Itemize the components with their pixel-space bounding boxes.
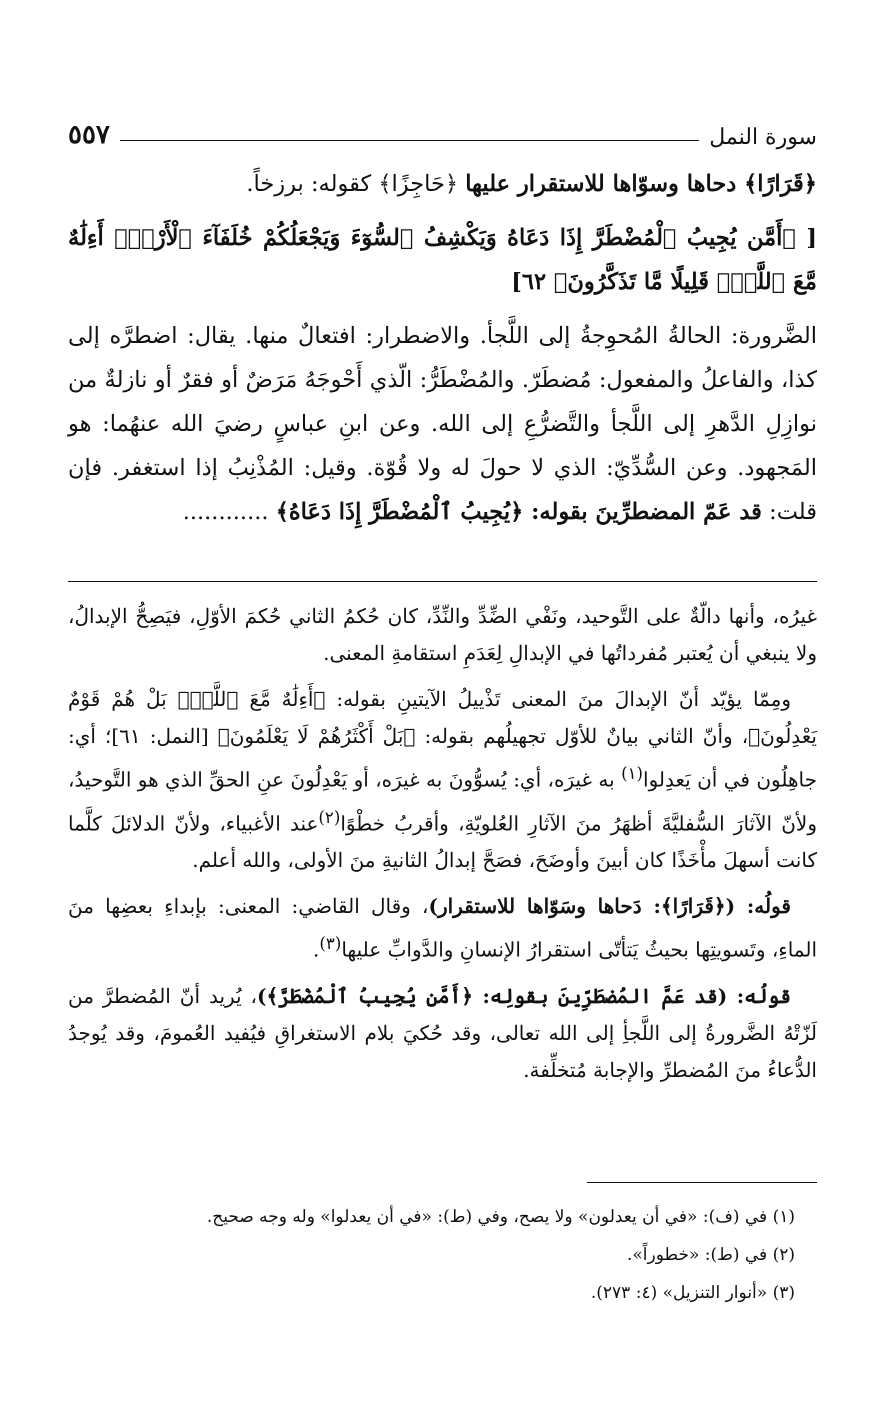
footnote-ref-2: (٢)	[318, 807, 341, 827]
commentary-3-body: ، وقال القاضي: المعنى: بإبداءِ بعضِها منَ الماءِ، وتَسويتِها بحيثُ يَتأتّى استقرارُ الإنسانِ والدَّوابِّ عليها	[68, 894, 817, 962]
footnote-1: (١) في (ف): «في أن يعدلون» ولا يصح، وفي (ط): «في أن يعدلوا» وله وجه صحيح.	[206, 1207, 795, 1227]
continuation-dots: ............	[182, 499, 269, 525]
commentary-paragraph-3	[68, 888, 817, 969]
question-text: قد عَمّ المضطرِّينَ بقوله: ﴿يُجِيبُ ٱلْمُضْطَرَّ إِذَا دَعَاهُ﴾	[275, 499, 762, 525]
verse-text: [ ﴿أَمَّن يُجِيبُ ٱلْمُضْطَرَّ إِذَا دَعَاهُ وَيَكْشِفُ ٱلسُّوٓءَ وَيَجْعَلُكُمْ خُلَفَآءَ ٱلْأَرْضِۗ أَءِلَٰهٌ مَّعَ ٱللَّهِۚ قَلِيلًا مَّا تَذَكَّرُونَ﴾ ٦٢]	[68, 225, 817, 295]
footnote-separator	[587, 1182, 817, 1183]
commentary-2-part-3: عند الأغبياء، ولأنّ الدلائلَ كلَّما كانت أسهلَ مأْخَذًا كان أبينَ وأوضَحَ، فصَحَّ إبدالُ الثانيةِ منَ الأولى، والله أعلم.	[68, 811, 817, 873]
commentary-text	[68, 598, 817, 1098]
commentary-3-lemma: قولُه: (﴿قَرَارًا﴾: دَحاها وسَوّاها للاستقرار)	[428, 894, 791, 919]
quote-qararan: ﴿قَرَارًا﴾ دحاها وسوّاها للاستقرار عليها	[465, 171, 817, 197]
page-header	[68, 108, 817, 150]
tafsir-paragraph-3	[68, 314, 817, 534]
commentary-3-end: .	[313, 937, 320, 962]
commentary-4-lemma: قولُه: (قد عَمَّ المُضطَرِّينَ بقولِه: ﴿أَمَّن يُجِيبُ ٱلْمُضْطَرَّ﴾)	[257, 983, 791, 1008]
quran-verse-62	[68, 216, 817, 304]
footnote-ref-3: (٣)	[319, 934, 342, 954]
commentary-2-part-1: ومِمّا يؤيّد أنّ الإبدالَ منَ المعنى تَذْييلُ الآيتينِ بقوله: ﴿أَءِلَٰهٌ مَّعَ ٱللَّهِۚ بَلْ هُمْ قَوْمٌ يَعْدِلُونَ﴾، وأنّ الثاني بيانٌ للأوّل تجهيلُهم بقوله: ﴿بَلْ أَكْثَرُهُمْ لَا يَعْلَمُونَ﴾ [النمل: ٦١]؛ أي: جاهِلُون في أن يَعدِلوا	[68, 687, 818, 792]
commentary-2-part-2: به غيرَه، أي: يُسوُّونَ به غيرَه، أو يَعْدِلُونَ عنِ الحقِّ الذي هو التَّوحيدُ، ولأنّ الآثارَ السُّفليَّةَ أظهَرُ منَ الآثارِ العُلويّةِ، وأقربُ خطْوًا	[68, 767, 817, 836]
commentary-4-body: ، يُريد أنّ المُضطرَّ من لَزّتْهُ الضَّرورةُ إلى اللَّجأِ إلى الله تعالى، وقد حُكيَ بلام الاستغراقِ فيُفيد العُمومَ، وقد يُوجدُ الدُّعاءُ منَ المُضطرِّ والإجابة مُتخلِّفة.	[68, 983, 817, 1082]
footnote-2: (٢) في (ط): «خطوراً».	[626, 1245, 795, 1265]
commentary-paragraph-2	[68, 681, 817, 879]
quote-hajizan: ﴿حَاجِزًا﴾ كقوله: برزخاً.	[246, 171, 459, 197]
main-separator	[68, 581, 817, 582]
main-text	[68, 162, 817, 544]
commentary-paragraph-4	[68, 978, 817, 1089]
darura-text: الضَّرورة: الحالةُ المُحوِجةُ إلى اللَّجأ. والاضطرار: افتعالٌ منها. يقال: اضطرَّه إلى كذا، والفاعلُ والمفعول: مُضطَرّ. والمُضْطَرُّ: الّذي أَحْوجَهُ مَرَضٌ أو فقرٌ أو نازلةٌ من نوازِلِ الدَّهرِ إلى اللَّجأ والتَّضرُّعِ إلى الله. وعن ابنِ عباسٍ رضيَ الله عنهُما: هو المَجهود. وعن السُّدِّيّ: الذي لا حولَ له ولا قُوّة. وقيل: المُذْنِبُ إذا استغفر. فإن قلت:	[68, 323, 817, 525]
footnote-3: (٣) «أنوار التنزيل» (٤: ٢٧٣).	[590, 1283, 795, 1303]
footnotes	[68, 1198, 817, 1312]
tafsir-paragraph-1	[68, 162, 817, 206]
commentary-paragraph-1: غيرُه، وأنها دالّةٌ على التَّوحيد، ونَفْي الضِّدِّ والنِّدِّ، كان حُكمُ الثاني حُكمَ الأوّلِ، فيَصِحُّ الإبدالُ، ولا ينبغي أن يُعتبر مُفرداتُها في الإبدالِ لِعَدَمِ استقامةِ المعنى.	[68, 604, 817, 665]
footnote-ref-1: (١)	[621, 764, 644, 783]
header-rule	[120, 140, 699, 141]
surah-title: سورة النمل	[709, 125, 817, 150]
page-number: ٥٥٧	[68, 120, 110, 150]
